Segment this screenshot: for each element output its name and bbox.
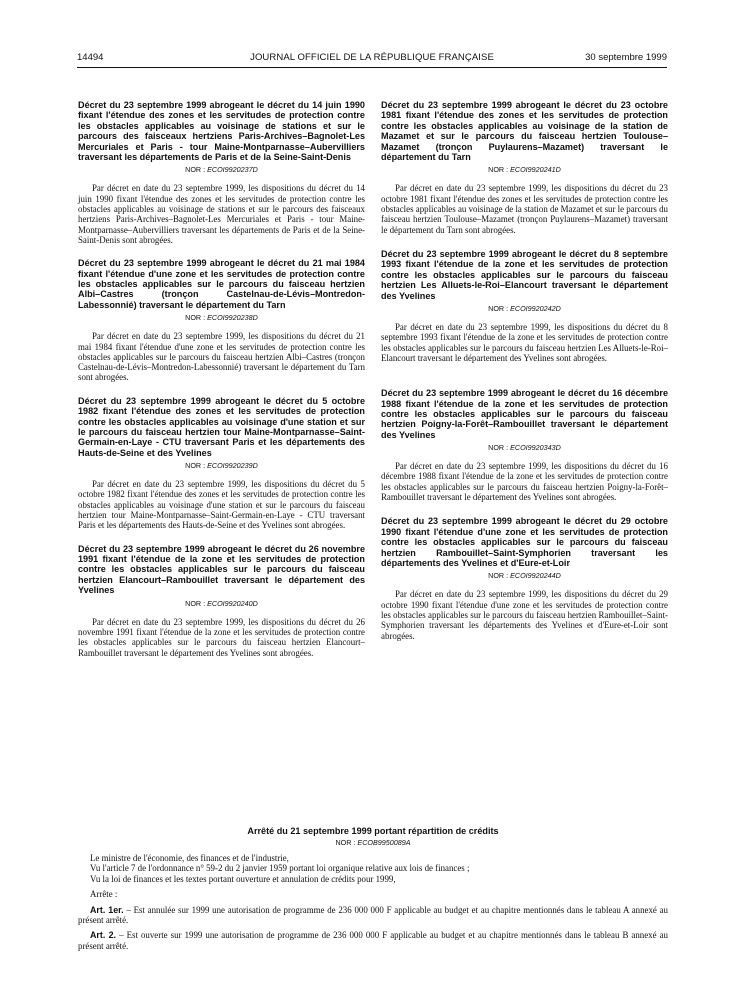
left-column (78, 100, 365, 671)
vu-line: Vu l'article 7 de l'ordonnance n° 59-2 du 2 janvier 1959 portant loi organique relative aux lois de finances ; (90, 863, 470, 874)
article-1 (78, 905, 668, 926)
decree-title: Décret du 23 septembre 1999 abrogeant le décret du 16 décembre 1988 fixant l'étendue de la zone et les servitudes de protection contre les obstacles applicables sur le parcours du faisceau hertzien Poigny-la-Forêt–Rambouillet traversant le département des Yvelines (381, 388, 668, 440)
page-header (77, 52, 667, 66)
decree-title: Décret du 23 septembre 1999 abrogeant le décret du 26 novembre 1991 fixant l'étendue de la zone et les servitudes de protection contre les obstacles applicables sur le parcours du faisceau hertzien Elancourt–Rambouillet traversant le département des Yvelines (78, 543, 365, 596)
nor-code: ECOI9920238D (207, 313, 258, 323)
vu-line: Vu la loi de finances et les textes portant ouverture et annulation de crédits pour 1999, (90, 873, 396, 884)
decree-block (78, 396, 365, 531)
article-2 (78, 930, 668, 951)
nor-reference: NOR : ECOI9920238D (185, 313, 258, 323)
nor-code: ECOI9920242D (510, 303, 561, 313)
decree-title: Décret du 23 septembre 1999 abrogeant le décret du 5 octobre 1982 fixant l'étendue des zones et les servitudes de protection contre les obstacles applicables au voisinage d'une station et sur le parcours du faisceau hertzien tour Maine-Montparnasse–Saint-Germain-en-Laye - CTU traversant Paris et les départements des Hauts-de-Seine et des Yvelines (78, 395, 365, 458)
decree-title: Décret du 23 septembre 1999 abrogeant le décret du 8 septembre 1993 fixant l'étendue de la zone et les servitudes de protection contre les obstacles applicables sur le parcours du faisceau hertzien Les Alluets-le-Roi–Elancourt traversant le département des Yvelines (381, 248, 668, 301)
decree-title: Décret du 23 septembre 1999 abrogeant le décret du 23 octobre 1981 fixant l'étendue des zones et les servitudes de protection contre les obstacles applicables au voisinage de la station de Mazamet et sur le parcours du faisceau hertzien Toulouse–Mazamet (tronçon Puylaurens–Mazamet) traversant le département du Tarn (381, 100, 668, 163)
decree-title: Décret du 23 septembre 1999 abrogeant le décret du 29 octobre 1990 fixant l'étendue d'une zone et les servitudes de protection contre les obstacles applicables sur le parcours du faisceau hertzien Rambouillet–Saint-Symphorien traversant les départements des Yvelines et d'Eure-et-Loir (381, 516, 668, 568)
arrete-label: Arrête : (90, 889, 118, 900)
nor-code: ECOI9920241D (510, 165, 561, 175)
decree-block (381, 249, 668, 363)
decree-block (381, 388, 668, 502)
nor-reference: NOR : ECOI9920242D (488, 303, 561, 313)
issue-date: 30 septembre 1999 (585, 52, 667, 63)
decree-body: Par décret en date du 23 septembre 1999, les dispositions du décret du 14 juin 1990 fixant l'étendue des zones et les servitudes de protection contre les obstacles applicables au voisinage de stations et sur le parcours des faisceaux hertziens Paris-Archives–Bagnolet-Les Mercuriales et Paris - tour Maine-Montparnasse–Aubervilliers traversant les départements de Paris et de la Seine-Saint-Denis sont abrogées. (78, 183, 365, 245)
decree-block (78, 258, 365, 383)
article-label: Art. 1er. (90, 904, 124, 915)
right-column (381, 100, 668, 655)
decree-block (381, 100, 668, 235)
decree-body: Par décret en date du 23 septembre 1999, les dispositions du décret du 29 octobre 1990 fixant l'étendue d'une zone et les servitudes de protection contre les obstacles applicables sur le parcours du faisceau hertzien Rambouillet–Saint-Symphorien traversant les départements des Yvelines et d'Eure-et-Loir sont abrogées. (381, 589, 668, 641)
nor-reference: NOR : ECOI9920241D (488, 165, 561, 175)
decree-body: Par décret en date du 23 septembre 1999, les dispositions du décret du 21 mai 1984 fixant l'étendue d'une zone et les servitudes de protection contre les obstacles applicables sur le parcours du faisceau hertzien Albi–Castres (tronçon Castelnau-de-Lévis–Montredon-Labessonnié) traversant le département du Tarn sont abrogées. (78, 331, 365, 383)
journal-title: JOURNAL OFFICIEL DE LA RÉPUBLIQUE FRANÇAISE (250, 52, 494, 63)
decree-title: Décret du 23 septembre 1999 abrogeant le décret du 14 juin 1990 fixant l'étendue des zones et les servitudes de protection contre les obstacles applicables au voisinage de stations et sur le parcours des faisceaux hertziens Paris-Archives–Bagnolet-Les Mercuriales et Paris - tour Maine-Montparnasse–Aubervilliers traversant les départements de Paris et de la Seine-Saint-Denis (78, 100, 365, 163)
nor-code: ECOI9920343D (510, 443, 561, 453)
nor-reference: NOR : ECOI9920244D (488, 571, 561, 581)
decree-title: Décret du 23 septembre 1999 abrogeant le décret du 21 mai 1984 fixant l'étendue d'une zone et les servitudes de protection contre les obstacles applicables sur le parcours du faisceau hertzien Albi–Castres (tronçon Castelnau-de-Lévis–Montredon-Labessonnié) traversant le département du Tarn (78, 258, 365, 310)
decree-body: Par décret en date du 23 septembre 1999, les dispositions du décret du 5 octobre 1982 fixant l'étendue des zones et les servitudes de protection contre les obstacles applicables au voisinage d'une station et sur le parcours du faisceau hertzien tour Maine-Montparnasse–Saint-Germain-en-Laye - CTU traversant Paris et les départements des Hauts-de-Seine et des Yvelines sont abrogées. (78, 479, 365, 531)
decree-body: Par décret en date du 23 septembre 1999, les dispositions du décret du 23 octobre 1981 fixant l'étendue des zones et les servitudes de protection contre les obstacles applicables au voisinage de la station de Mazamet et sur le parcours du faisceau hertzien Toulouse–Mazamet (tronçon Puylaurens–Mazamet) traversant le département du Tarn sont abrogées. (381, 183, 668, 235)
article-text: – Est ouverte sur 1999 une autorisation de programme de 236 000 000 F applicable au budget et au chapitre mentionnés dans le tableau B annexé au présent arrêté. (78, 930, 668, 951)
nor-reference: NOR : ECOB9950089A (335, 838, 411, 847)
nor-reference: NOR : ECOI9920237D (185, 165, 258, 175)
minister-line: Le ministre de l'économie, des finances et de l'industrie, (90, 853, 289, 863)
decree-body: Par décret en date du 23 septembre 1999, les dispositions du décret du 8 septembre 1993 fixant l'étendue de la zone et les servitudes de protection contre les obstacles applicables sur le parcours du faisceau hertzien Les Alluets-le-Roi–Elancourt traversant le département des Yvelines sont abrogées. (381, 321, 668, 363)
arrete-title: Arrêté du 21 septembre 1999 portant répartition de crédits (247, 826, 499, 836)
nor-reference: NOR : ECOI9920343D (488, 443, 561, 453)
nor-reference: NOR : ECOI9920240D (185, 598, 258, 608)
nor-code: ECOB9950089A (357, 838, 411, 847)
decree-block (78, 544, 365, 658)
header-rule (77, 67, 667, 68)
nor-reference: NOR : ECOI9920239D (185, 461, 258, 471)
page-number: 14494 (77, 52, 104, 63)
nor-code: ECOI9920240D (207, 598, 258, 608)
article-text: – Est annulée sur 1999 une autorisation de programme de 236 000 000 F applicable au budget et au chapitre mentionnés dans le tableau A annexé au présent arrêté. (78, 904, 668, 926)
nor-code: ECOI9920239D (207, 461, 258, 471)
arrete-section (78, 826, 668, 951)
article-label: Art. 2. (90, 930, 116, 941)
nor-code: ECOI9920237D (207, 165, 258, 175)
decree-block (78, 100, 365, 245)
decree-body: Par décret en date du 23 septembre 1999, les dispositions du décret du 16 décembre 1988 fixant l'étendue de la zone et les servitudes de protection contre les obstacles applicables sur le parcours du faisceau hertzien Poigny-la-Forêt–Rambouillet traversant le département des Yvelines sont abrogées. (381, 461, 668, 503)
decree-block (381, 516, 668, 641)
decree-body: Par décret en date du 23 septembre 1999, les dispositions du décret du 26 novembre 1991 fixant l'étendue de la zone et les servitudes de protection contre les obstacles applicables sur le parcours du faisceau hertzien Elancourt–Rambouillet traversant le département des Yvelines sont abrogées. (78, 616, 365, 658)
nor-code: ECOI9920244D (510, 571, 561, 581)
